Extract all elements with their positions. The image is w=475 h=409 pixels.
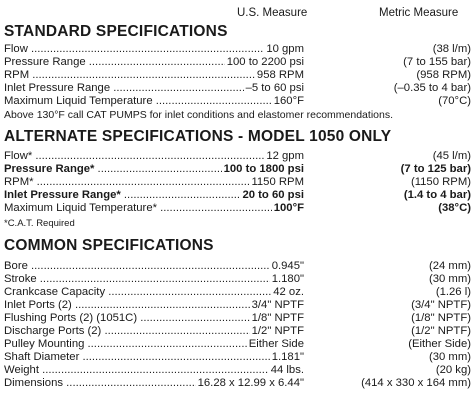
alternate-specs-title: ALTERNATE SPECIFICATIONS - MODEL 1050 ONLY (4, 128, 392, 145)
spec-row (4, 43, 471, 56)
spec-value-metric: (38 l/m) (432, 43, 471, 55)
spec-value-us: 1.181" (271, 351, 304, 363)
spec-label: RPM (4, 69, 30, 81)
spec-label: Flow (4, 43, 28, 55)
spec-label: Discharge Ports (2) (4, 325, 102, 337)
spec-row (4, 150, 471, 163)
spec-value-us: 16.28 x 12.99 x 6.44" (197, 377, 304, 389)
spec-value-metric: (–0.35 to 4 bar) (393, 82, 471, 94)
spec-value-metric: (414 x 330 x 164 mm) (361, 377, 471, 389)
spec-value-us: 100 to 2200 psi (226, 56, 304, 68)
spec-label: Crankcase Capacity (4, 286, 106, 298)
spec-label: Stroke (4, 273, 37, 285)
spec-label: Flushing Ports (2) (1051C) (4, 312, 138, 324)
spec-value-metric: (1/8" NPTF) (411, 312, 471, 324)
spec-value-metric: (1.4 to 4 bar) (403, 189, 471, 201)
spec-value-us: 20 to 60 psi (242, 189, 304, 201)
spec-label: Inlet Pressure Range (4, 82, 111, 94)
spec-row (4, 260, 471, 273)
spec-label: Inlet Ports (2) (4, 299, 72, 311)
spec-row (4, 312, 471, 325)
spec-label: Pressure Range* (4, 163, 95, 175)
spec-value-metric: (1150 RPM) (410, 176, 471, 188)
spec-row (4, 82, 471, 95)
spec-value-metric: (Either Side) (408, 338, 471, 350)
spec-label: Pulley Mounting (4, 338, 85, 350)
standard-note: Above 130°F call CAT PUMPS for inlet conditions and elastomer recommendations. (4, 109, 393, 121)
spec-value-metric: (1.26 l) (435, 286, 471, 298)
spec-label: Inlet Pressure Range* (4, 189, 121, 201)
common-specs-title: COMMON SPECIFICATIONS (4, 237, 214, 254)
spec-value-us: –5 to 60 psi (245, 82, 304, 94)
spec-value-metric: (20 kg) (435, 364, 471, 376)
spec-value-us: 0.945" (271, 260, 304, 272)
spec-row (4, 351, 471, 364)
spec-value-us: 160°F (273, 95, 304, 107)
alternate-note: *C.A.T. Required (4, 218, 75, 229)
spec-row (4, 286, 471, 299)
spec-value-metric: (958 RPM) (416, 69, 471, 81)
spec-row (4, 163, 471, 176)
spec-value-metric: (45 l/m) (432, 150, 471, 162)
spec-row (4, 325, 471, 338)
spec-label: RPM* (4, 176, 34, 188)
spec-row (4, 56, 471, 69)
spec-value-us: 44 lbs. (270, 364, 304, 376)
spec-row (4, 95, 471, 108)
spec-value-us: 100°F (273, 202, 304, 214)
spec-label: Pressure Range (4, 56, 86, 68)
spec-value-us: 958 RPM (256, 69, 304, 81)
column-header-metric: Metric Measure (379, 7, 459, 19)
spec-value-metric: (70°C) (438, 95, 471, 107)
spec-label: Flow* (4, 150, 33, 162)
spec-label: Shaft Diameter (4, 351, 80, 363)
spec-value-us: Either Side (248, 338, 304, 350)
spec-row (4, 377, 471, 390)
spec-row (4, 364, 471, 377)
spec-value-us: 100 to 1800 psi (223, 163, 304, 175)
spec-value-us: 3/4" NPTF (251, 299, 304, 311)
spec-value-us: 1.180" (271, 273, 304, 285)
spec-value-metric: (24 mm) (428, 260, 471, 272)
spec-value-metric: (30 mm) (428, 273, 471, 285)
spec-value-us: 10 gpm (266, 43, 304, 55)
spec-value-metric: (38°C) (438, 202, 471, 214)
spec-value-metric: (30 mm) (428, 351, 471, 363)
spec-label: Weight (4, 364, 39, 376)
column-header-us: U.S. Measure (237, 7, 308, 19)
spec-row (4, 299, 471, 312)
spec-value-us: 1150 RPM (251, 176, 304, 188)
spec-row (4, 69, 471, 82)
spec-row (4, 273, 471, 286)
spec-row (4, 202, 471, 215)
spec-value-us: 1/2" NPTF (251, 325, 304, 337)
spec-value-us: 12 gpm (266, 150, 304, 162)
standard-specs-title: STANDARD SPECIFICATIONS (4, 23, 228, 40)
spec-row (4, 338, 471, 351)
spec-label: Dimensions (4, 377, 64, 389)
spec-value-metric: (7 to 125 bar) (400, 163, 471, 175)
spec-value-metric: (3/4" NPTF) (411, 299, 471, 311)
spec-value-us: 1/8" NPTF (251, 312, 304, 324)
spec-value-metric: (7 to 155 bar) (403, 56, 471, 68)
spec-label: Bore (4, 260, 28, 272)
spec-value-us: 42 oz. (273, 286, 304, 298)
spec-value-metric: (1/2" NPTF) (411, 325, 471, 337)
spec-row (4, 189, 471, 202)
spec-label: Maximum Liquid Temperature (4, 95, 153, 107)
spec-label: Maximum Liquid Temperature* (4, 202, 157, 214)
spec-row (4, 176, 471, 189)
